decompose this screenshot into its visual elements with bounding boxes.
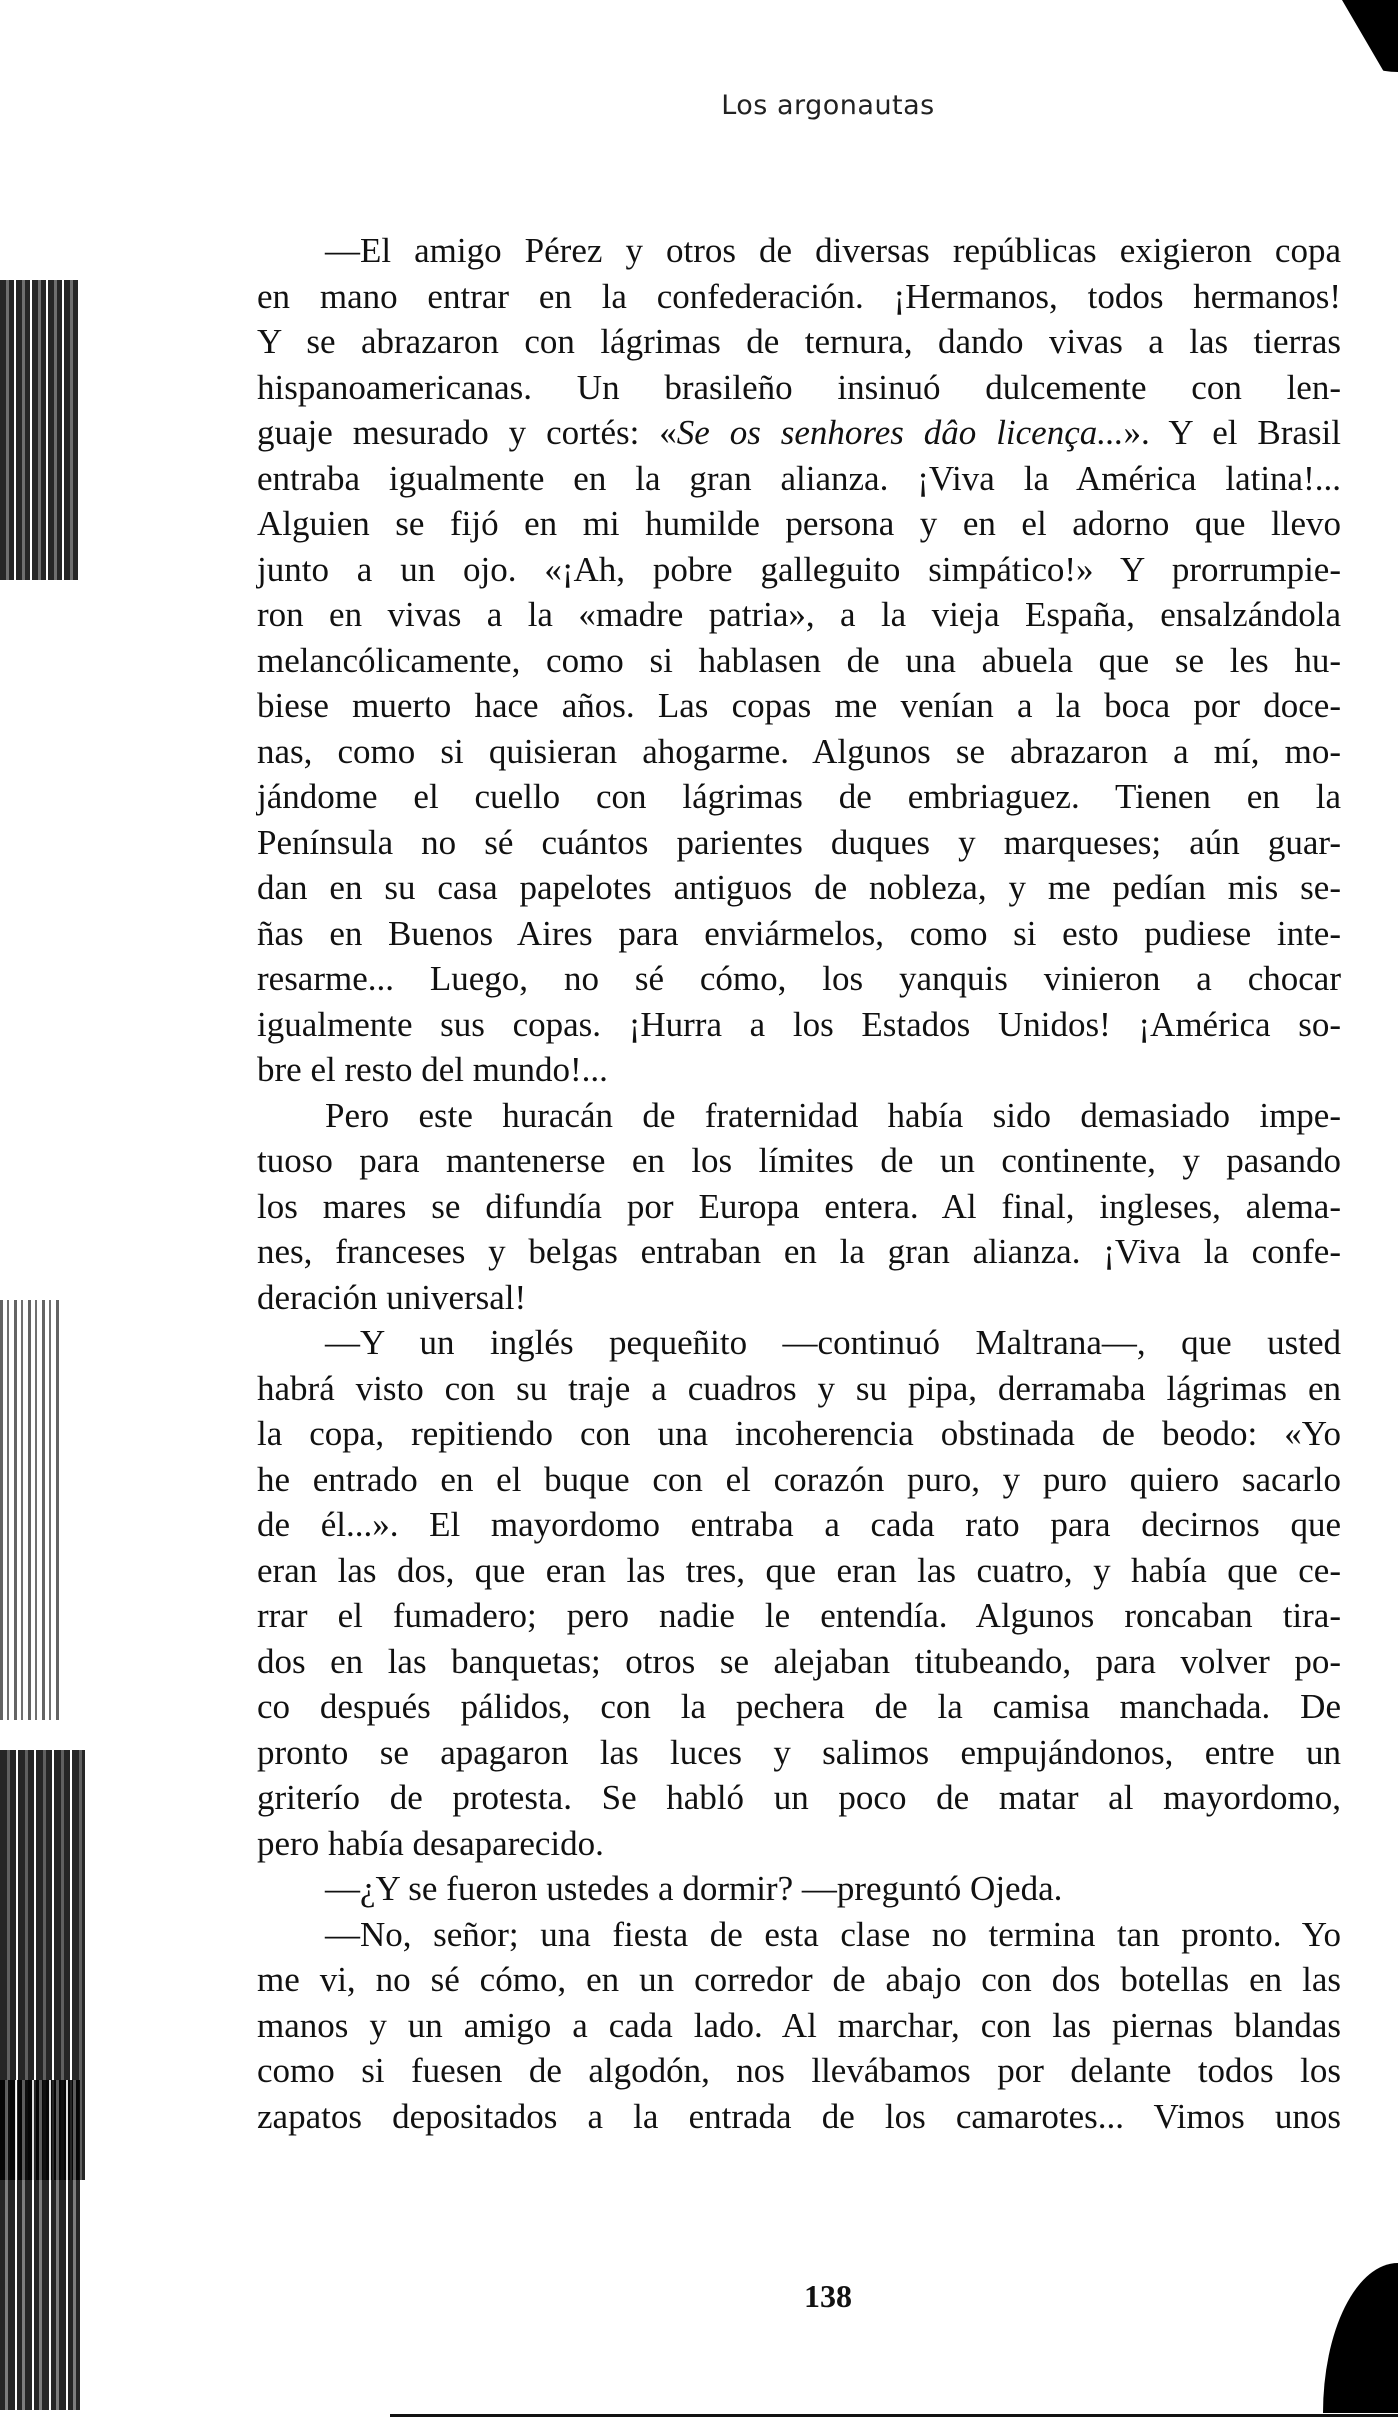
line-text: dan en su casa papelotes antiguos de nobleza, y me pedían mis se- bbox=[257, 868, 1341, 907]
text-line bbox=[257, 1957, 1341, 2003]
text-line bbox=[257, 1275, 1341, 1321]
text-line bbox=[257, 1457, 1341, 1503]
line-text: los mares se difundía por Europa entera. Al final, ingleses, alema- bbox=[257, 1186, 1341, 1226]
text-line bbox=[257, 1502, 1341, 1548]
text-line bbox=[257, 456, 1341, 502]
line-text: resarme... Luego, no sé cómo, los yanquis vinieron a chocar bbox=[257, 959, 1341, 998]
line-text: eran las dos, que eran las tres, que eran las cuatro, y había que ce- bbox=[257, 1550, 1341, 1590]
text-line bbox=[257, 1047, 1341, 1093]
line-text: he entrado en el buque con el corazón puro, y puro quiero sacarlo bbox=[257, 1459, 1341, 1499]
line-text: entraba igualmente en la gran alianza. ¡Viva la América latina!... bbox=[257, 458, 1341, 498]
text-line bbox=[257, 1002, 1341, 1048]
line-text: la copa, repitiendo con una incoherencia obstinada de beodo: «Yo bbox=[257, 1414, 1341, 1453]
line-text: jándome el cuello con lágrimas de embriaguez. Tienen en la bbox=[257, 777, 1341, 816]
text-line bbox=[257, 1912, 1341, 1958]
text-line bbox=[257, 729, 1341, 775]
line-text: —¿Y se fueron ustedes a dormir? —preguntó Ojeda. bbox=[325, 1869, 1063, 1908]
line-text: pero había desaparecido. bbox=[257, 1823, 604, 1863]
line-text: nes, franceses y belgas entraban en la gran alianza. ¡Viva la confe- bbox=[257, 1232, 1341, 1271]
scan-bottom-edge bbox=[390, 2414, 1398, 2417]
text-line bbox=[257, 911, 1341, 957]
line-text: junto a un ojo. «¡Ah, pobre galleguito simpático!» Y prorrumpie- bbox=[257, 549, 1341, 589]
text-line bbox=[257, 1411, 1341, 1457]
line-text: hispanoamericanas. Un brasileño insinuó dulcemente con len- bbox=[257, 367, 1341, 407]
line-text: me vi, no sé cómo, en un corredor de abajo con dos botellas en las bbox=[257, 1960, 1341, 1999]
text-line bbox=[257, 638, 1341, 684]
text-line bbox=[257, 547, 1341, 593]
line-text: biese muerto hace años. Las copas me venían a la boca por doce- bbox=[257, 686, 1341, 725]
text-line bbox=[257, 774, 1341, 820]
line-text: habrá visto con su traje a cuadros y su pipa, derramaba lágrimas en bbox=[257, 1368, 1341, 1408]
line-text: ñas en Buenos Aires para enviármelos, como si esto pudiese inte- bbox=[257, 913, 1341, 953]
text-line bbox=[257, 865, 1341, 911]
line-text: co después pálidos, con la pechera de la camisa manchada. De bbox=[257, 1687, 1341, 1726]
line-text: pronto se apagaron las luces y salimos empujándonos, entre un bbox=[257, 1732, 1341, 1772]
line-text: ». Y el Brasil bbox=[1123, 413, 1342, 452]
text-line bbox=[257, 1138, 1341, 1184]
line-text: ron en vivas a la «madre patria», a la vieja España, ensalzándola bbox=[257, 595, 1341, 634]
text-line bbox=[257, 1320, 1341, 1366]
text-line bbox=[257, 1730, 1341, 1776]
line-text: manos y un amigo a cada lado. Al marchar, con las piernas blandas bbox=[257, 2005, 1341, 2045]
line-text: nas, como si quisieran ahogarme. Algunos se abrazaron a mí, mo- bbox=[257, 731, 1341, 771]
text-line bbox=[257, 274, 1341, 320]
text-line bbox=[257, 410, 1341, 456]
line-text: dos en las banquetas; otros se alejaban titubeando, para volver po- bbox=[257, 1641, 1341, 1681]
line-text: zapatos depositados a la entrada de los camarotes... Vimos unos bbox=[257, 2096, 1341, 2136]
line-text: de él...». El mayordomo entraba a cada rato para decirnos que bbox=[257, 1505, 1341, 1544]
scan-edge-artifact bbox=[0, 1300, 60, 1720]
text-line bbox=[257, 1866, 1341, 1912]
text-line bbox=[257, 2048, 1341, 2094]
scan-corner-shadow bbox=[1328, 0, 1398, 72]
text-line bbox=[257, 683, 1341, 729]
italic-quote: Se os senhores dâo licença... bbox=[676, 413, 1124, 452]
running-header: Los argonautas bbox=[721, 90, 935, 121]
text-line bbox=[257, 956, 1341, 1002]
scan-edge-artifact bbox=[0, 280, 80, 580]
text-line bbox=[257, 1229, 1341, 1275]
line-text: como si fuesen de algodón, nos llevábamos por delante todos los bbox=[257, 2051, 1341, 2090]
line-text: —No, señor; una fiesta de esta clase no termina tan pronto. Yo bbox=[325, 1914, 1341, 1954]
text-line bbox=[257, 2003, 1341, 2049]
text-line bbox=[257, 1684, 1341, 1730]
line-text: en mano entrar en la confederación. ¡Hermanos, todos hermanos! bbox=[257, 276, 1341, 316]
text-line bbox=[257, 1593, 1341, 1639]
text-line bbox=[257, 1184, 1341, 1230]
text-line bbox=[257, 1548, 1341, 1594]
text-line bbox=[257, 1821, 1341, 1867]
line-text: melancólicamente, como si hablasen de una abuela que se les hu- bbox=[257, 640, 1341, 680]
line-text: griterío de protesta. Se habló un poco de matar al mayordomo, bbox=[257, 1778, 1341, 1817]
text-line bbox=[257, 501, 1341, 547]
page-number: 138 bbox=[804, 2278, 852, 2314]
text-line bbox=[257, 592, 1341, 638]
text-line bbox=[257, 1639, 1341, 1685]
text-line bbox=[257, 319, 1341, 365]
line-text: Península no sé cuántos parientes duques y marqueses; aún guar- bbox=[257, 822, 1341, 862]
line-text: rrar el fumadero; pero nadie le entendía. Algunos roncaban tira- bbox=[257, 1596, 1341, 1635]
line-text: Pero este huracán de fraternidad había sido demasiado impe- bbox=[325, 1095, 1341, 1135]
line-text: bre el resto del mundo!... bbox=[257, 1050, 608, 1089]
line-text: tuoso para mantenerse en los límites de un continente, y pasando bbox=[257, 1141, 1341, 1180]
line-text: igualmente sus copas. ¡Hurra a los Estados Unidos! ¡América so- bbox=[257, 1004, 1341, 1044]
text-line bbox=[257, 1775, 1341, 1821]
line-text: —Y un inglés pequeñito —continuó Maltrana—, que usted bbox=[325, 1323, 1341, 1362]
line-text: Y se abrazaron con lágrimas de ternura, dando vivas a las tierras bbox=[257, 322, 1341, 361]
line-text: deración universal! bbox=[257, 1277, 527, 1317]
scan-edge-artifact bbox=[0, 2080, 80, 2410]
line-text: guaje mesurado y cortés: « bbox=[257, 413, 677, 452]
text-line bbox=[257, 820, 1341, 866]
text-line bbox=[257, 2094, 1341, 2140]
text-line bbox=[257, 1366, 1341, 1412]
line-text: —El amigo Pérez y otros de diversas repúblicas exigieron copa bbox=[325, 231, 1341, 270]
text-line bbox=[257, 1093, 1341, 1139]
text-line bbox=[257, 228, 1341, 274]
page-body-text bbox=[257, 228, 1341, 2139]
line-text: Alguien se fijó en mi humilde persona y en el adorno que llevo bbox=[257, 504, 1341, 543]
text-line bbox=[257, 365, 1341, 411]
